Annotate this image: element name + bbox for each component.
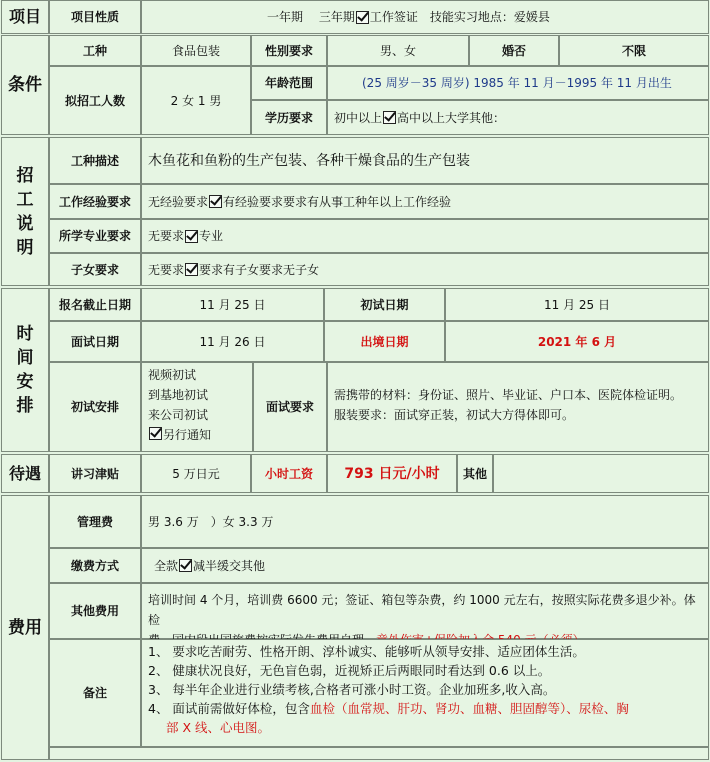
checkbox-icon <box>149 427 162 440</box>
management-fee-label: 管理费 <box>49 495 141 548</box>
first-test-arrangement-label: 初试安排 <box>49 362 141 452</box>
interview-dress: 服装要求：面试穿正装，初试大方得体即可。 <box>334 408 575 422</box>
children-value <box>141 253 709 286</box>
job-desc-value: 木鱼花和鱼粉的生产包装、各种干燥食品的生产包装 <box>141 137 709 184</box>
exp-checked-option: 有经验要求要求有从事工种年以上工作经验 <box>223 194 452 209</box>
first-test-value: 11 月 25 日 <box>445 288 709 321</box>
interview-req-label: 面试要求 <box>253 362 327 452</box>
remarks-value <box>141 639 709 747</box>
major-value <box>141 219 709 253</box>
interview-req-value <box>327 362 709 452</box>
edu-checked-option: 高中以上大学其他： <box>397 110 506 125</box>
first-test-label: 初试日期 <box>324 288 445 321</box>
section-conditions: 条件 <box>1 35 49 135</box>
other-treatment-label: 其他 <box>457 454 493 493</box>
age-label: 年龄范围 <box>251 66 327 100</box>
job-type-label: 工种 <box>49 35 141 66</box>
other-fees-line: 培训时间 4 个月，培训费 6600 元；签证、箱包等杂费，约 1000 元左右，按照实际花费多退少补。体检 <box>148 593 696 627</box>
arrangement-option: 到基地初试 <box>148 388 209 402</box>
exp-option: 无经验要求 <box>148 194 209 209</box>
other-fees-label: 其他费用 <box>49 583 141 639</box>
interview-date-value: 11 月 26 日 <box>141 321 324 362</box>
edu-option: 初中以上 <box>334 110 383 125</box>
work-location: 技能实习地点：爱媛县 <box>429 10 550 24</box>
gender-value: 男、女 <box>327 35 469 66</box>
section-fees: 费用 <box>1 495 49 760</box>
project-nature-value <box>141 0 709 34</box>
checkbox-icon <box>383 111 396 124</box>
interview-materials: 需携带的材料：身份证、照片、毕业证、户口本、医院体检证明。 <box>334 388 683 402</box>
checkbox-icon <box>185 263 198 276</box>
children-label: 子女要求 <box>49 253 141 286</box>
section-schedule: 时间安排 <box>1 288 49 452</box>
remark-item: 4、 面试前需做好体检，包含 <box>148 701 310 716</box>
major-option: 无要求 <box>148 229 185 243</box>
checkbox-icon <box>356 11 369 24</box>
checkbox-icon <box>179 559 192 572</box>
experience-label: 工作经验要求 <box>49 184 141 219</box>
other-fees-value <box>141 583 709 639</box>
job-desc-label: 工种描述 <box>49 137 141 184</box>
education-value <box>327 100 709 135</box>
medical-exam-items-cont: 部 X 线、心电图。 <box>166 720 271 735</box>
major-label: 所学专业要求 <box>49 219 141 253</box>
recruitment-form <box>1 0 709 760</box>
age-value: (25 周岁－35 周岁) 1985 年 11 月－1995 年 11 月出生 <box>327 66 709 100</box>
hourly-wage-value: 793 日元/小时 <box>327 454 457 493</box>
marriage-value: 不限 <box>559 35 709 66</box>
header-col-nature: 项目性质 <box>49 0 141 34</box>
deadline-value: 11 月 25 日 <box>141 288 324 321</box>
children-checked-option: 要求有子女要求无子女 <box>199 262 320 277</box>
first-test-arrangement-value <box>141 362 253 452</box>
gender-label: 性别要求 <box>251 35 327 66</box>
experience-value <box>141 184 709 219</box>
payment-method-label: 缴费方式 <box>49 548 141 583</box>
checkbox-icon <box>209 195 222 208</box>
headcount-value: 2 女 1 男 <box>141 66 251 135</box>
pay-checked-option: 减半缓交其他 <box>193 558 266 573</box>
arrangement-option: 视频初试 <box>148 368 197 382</box>
major-checked-option: 专业 <box>199 229 224 243</box>
medical-exam-items: 血检（血常规、肝功、肾功、血糖、胆固醇等）、尿检、胸 <box>309 701 629 716</box>
header-col-item: 项目 <box>1 0 49 34</box>
section-recruit: 招工说明 <box>1 137 49 286</box>
hourly-wage-label: 小时工资 <box>251 454 327 493</box>
nature-checked-option: 工作签证 <box>369 10 418 24</box>
job-type-value: 食品包装 <box>141 35 251 66</box>
interview-date-label: 面试日期 <box>49 321 141 362</box>
management-fee-value: 男 3.6 万 ）女 3.3 万 <box>141 495 709 548</box>
pay-option: 全款 <box>154 558 179 573</box>
deadline-label: 报名截止日期 <box>49 288 141 321</box>
arrangement-checked-option: 另行通知 <box>163 428 212 442</box>
nature-options: 一年期 三年期 <box>267 10 355 24</box>
section-treatment: 待遇 <box>1 454 49 493</box>
headcount-label: 拟招工人数 <box>49 66 141 135</box>
stipend-label: 讲习津贴 <box>49 454 141 493</box>
stipend-value: 5 万日元 <box>141 454 251 493</box>
payment-method-value <box>141 548 709 583</box>
departure-value: 2021 年 6 月 <box>445 321 709 362</box>
marriage-label: 婚否 <box>469 35 559 66</box>
children-option: 无要求 <box>148 262 185 277</box>
departure-label: 出境日期 <box>324 321 445 362</box>
remarks-label: 备注 <box>49 639 141 747</box>
checkbox-icon <box>185 230 198 243</box>
other-treatment-value <box>493 454 709 493</box>
arrangement-option: 来公司初试 <box>148 408 209 422</box>
remarks-bottom-strip <box>49 747 709 760</box>
remark-item: 1、 要求吃苦耐劳、性格开朗、淳朴诚实、能够听从领导安排、适应团体生活。 <box>148 644 585 659</box>
education-label: 学历要求 <box>251 100 327 135</box>
remark-item: 3、 每半年企业进行业绩考核,合格者可涨小时工资。企业加班多,收入高。 <box>148 682 556 697</box>
remark-item: 2、 健康状况良好，无色盲色弱，近视矫正后两眼同时看达到 0.6 以上。 <box>148 663 551 678</box>
